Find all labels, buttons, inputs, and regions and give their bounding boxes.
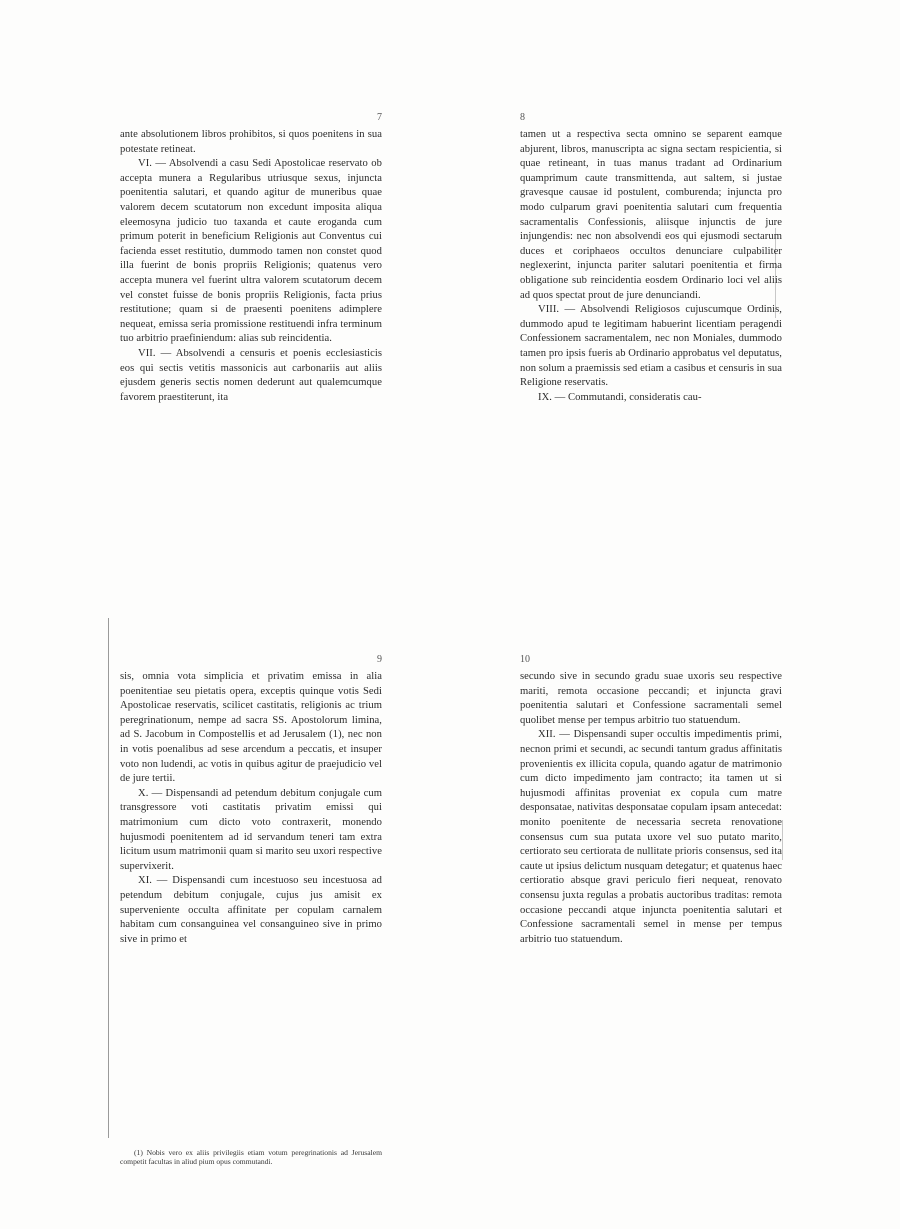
page-text — [520, 128, 782, 405]
page-text — [120, 128, 382, 405]
paragraph: sis, omnia vota simplicia et privatim emissa in alia poenitentiae seu pietatis opera, exceptis quinque votis Sedi Apostolicae reservatis, scilicet castitatis, religionis ac trium peregrinationum, nempe ad sacra SS. Apostolorum limina, ad S. Jacobum in Compostellis et ad Jerusalem (1), nec non in votis poenalibus ad sese arcendum a peccatis, et insuper voto non ludendi, ac votis in quibus agitur de praejudicio vel de jure tertii. — [120, 671, 382, 785]
paragraph: XII. — Dispensandi super occultis impedimentis primi, necnon primi et secundi, ac secundi tantum gradus affinitatis provenientis ex illicita copula, quando agatur de matrimonio cum dicto impedimento jam contracto; ita tamen ut si hujusmodi affinitas proveniat ex copula cum matre desponsatae, nativitas desponsatae copulam ipsam antecedat: monito poenitente de necessaria secreta renovatione consensus cum sua putata uxore vel suo putato marito, certiorato seu certiorata de nullitate prioris consensus, sed ita caute ut ipsius delictum nusquam detegatur; et quatenus haec certioratio absque gravi periculo fieri nequeat, renovato consensu juxta regulas a probatis auctoribus traditas: remota occasione peccandi atque injuncta poenitentia salutari et Confessione sacramentali semel in mense per tempus arbitrio tuo statuendum. — [520, 729, 782, 945]
paragraph: XI. — Dispensandi cum incestuoso seu incestuosa ad petendum debitum conjugale, cujus jus amisit ex superveniente occulta affinitate per copulam carnalem habitam cum consanguinea vel consanguineo sive in primo sive in primo et — [120, 875, 382, 945]
paragraph: X. — Dispensandi ad petendum debitum conjugale cum transgressore voti castitatis privatim emissi qui matrimonium cum dicto voto contraxerit, monendo hujusmodi poenitentem ad id servandum teneri tam extra licitum usum matrimonii quam si marito seu uxori respective supervixerit. — [120, 787, 382, 872]
footnote: (1) Nobis vero ex aliis privilegiis etiam votum peregrinationis ad Jerusalem competit facultas in aliud pium opus commutandi. — [120, 1148, 382, 1167]
page-number: 7 — [377, 112, 382, 123]
paragraph: tamen ut a respectiva secta omnino se separent eamque abjurent, libros, manuscripta ac signa sectam respicientia, si quae retineant, in tuas manus tradant ad Ordinarium quamprimum caute transmittenda, aut saltem, si justae gravesque causae id postulent, comburenda; injuncta pro modo culparum gravi poenitentia salutari cum frequentia sacramentalis Confessionis, aliisque injunctis de jure injungendis: nec non absolvendi eos qui ejusmodi sectarum duces et coriphaeos occultos denunciare culpabiliter neglexerint, injuncta pariter salutari poenitentia et firma obligatione sub reincidentia eosdem Ordinario loci vel aliis ad quos spectat prout de jure denunciandi. — [520, 129, 782, 301]
page-text — [120, 670, 382, 947]
paragraph: VII. — Absolvendi a censuris et poenis ecclesiasticis eos qui sectis vetitis massonicis aut carbonariis aut aliis ejusdem generis sectis nomen dederunt aut qualemcumque favorem praestiterunt, ita — [120, 347, 382, 403]
paragraph: secundo sive in secundo gradu suae uxoris seu respective mariti, remota occasione peccandi; et injuncta gravi poenitentia salutari et Confessione sacramentali semel quolibet mense per tempus arbitrio tuo statuendum. — [520, 671, 782, 726]
paragraph: ante absolutionem libros prohibitos, si quos poenitens in sua potestate retineat. — [120, 129, 382, 155]
page-number: 10 — [520, 654, 530, 665]
scan-edge-line-right-bottom — [782, 820, 783, 860]
paragraph: VIII. — Absolvendi Religiosos cujuscumque Ordinis, dummodo apud te legitimam habuerint licentiam peragendi Confessionem sacramentalem, nec non Moniales, dummodo tamen pro ipsis fueris ab Ordinario approbatus vel deputatus, non solum a praemissis sed etiam a casibus et censuris in sua Religione reservatis. — [520, 304, 782, 389]
paragraph: VI. — Absolvendi a casu Sedi Apostolicae reservato ob accepta munera a Regularibus utriusque sexus, injuncta poenitentia salutari, et quando agitur de muneribus quae valorem decem scutatorum non excedunt imposita aliqua eleemosyna judicio tuo taxanda et caute eroganda cum primum poterit in beneficium Religionis aut Conventus cui facienda esset restitutio, dummodo tamen non constet quod illa fuerint de bonis propriis Religionis; quatenus vero accepta munera vel fuerint ultra valorem scutatorum decem vel constet fuisse de bonis propriis Religionis, facta prius restitutione; quam si de praesenti poenitens adimplere nequeat, emissa seria promissione restituendi infra terminum tuo arbitrio praefiniendum: alias sub reincidentia. — [120, 158, 382, 345]
paragraph: IX. — Commutandi, consideratis cau- — [538, 391, 702, 403]
page-number: 8 — [520, 112, 525, 123]
page-number: 9 — [377, 654, 382, 665]
page-text — [520, 670, 782, 947]
scan-edge-line-left — [108, 618, 109, 1138]
